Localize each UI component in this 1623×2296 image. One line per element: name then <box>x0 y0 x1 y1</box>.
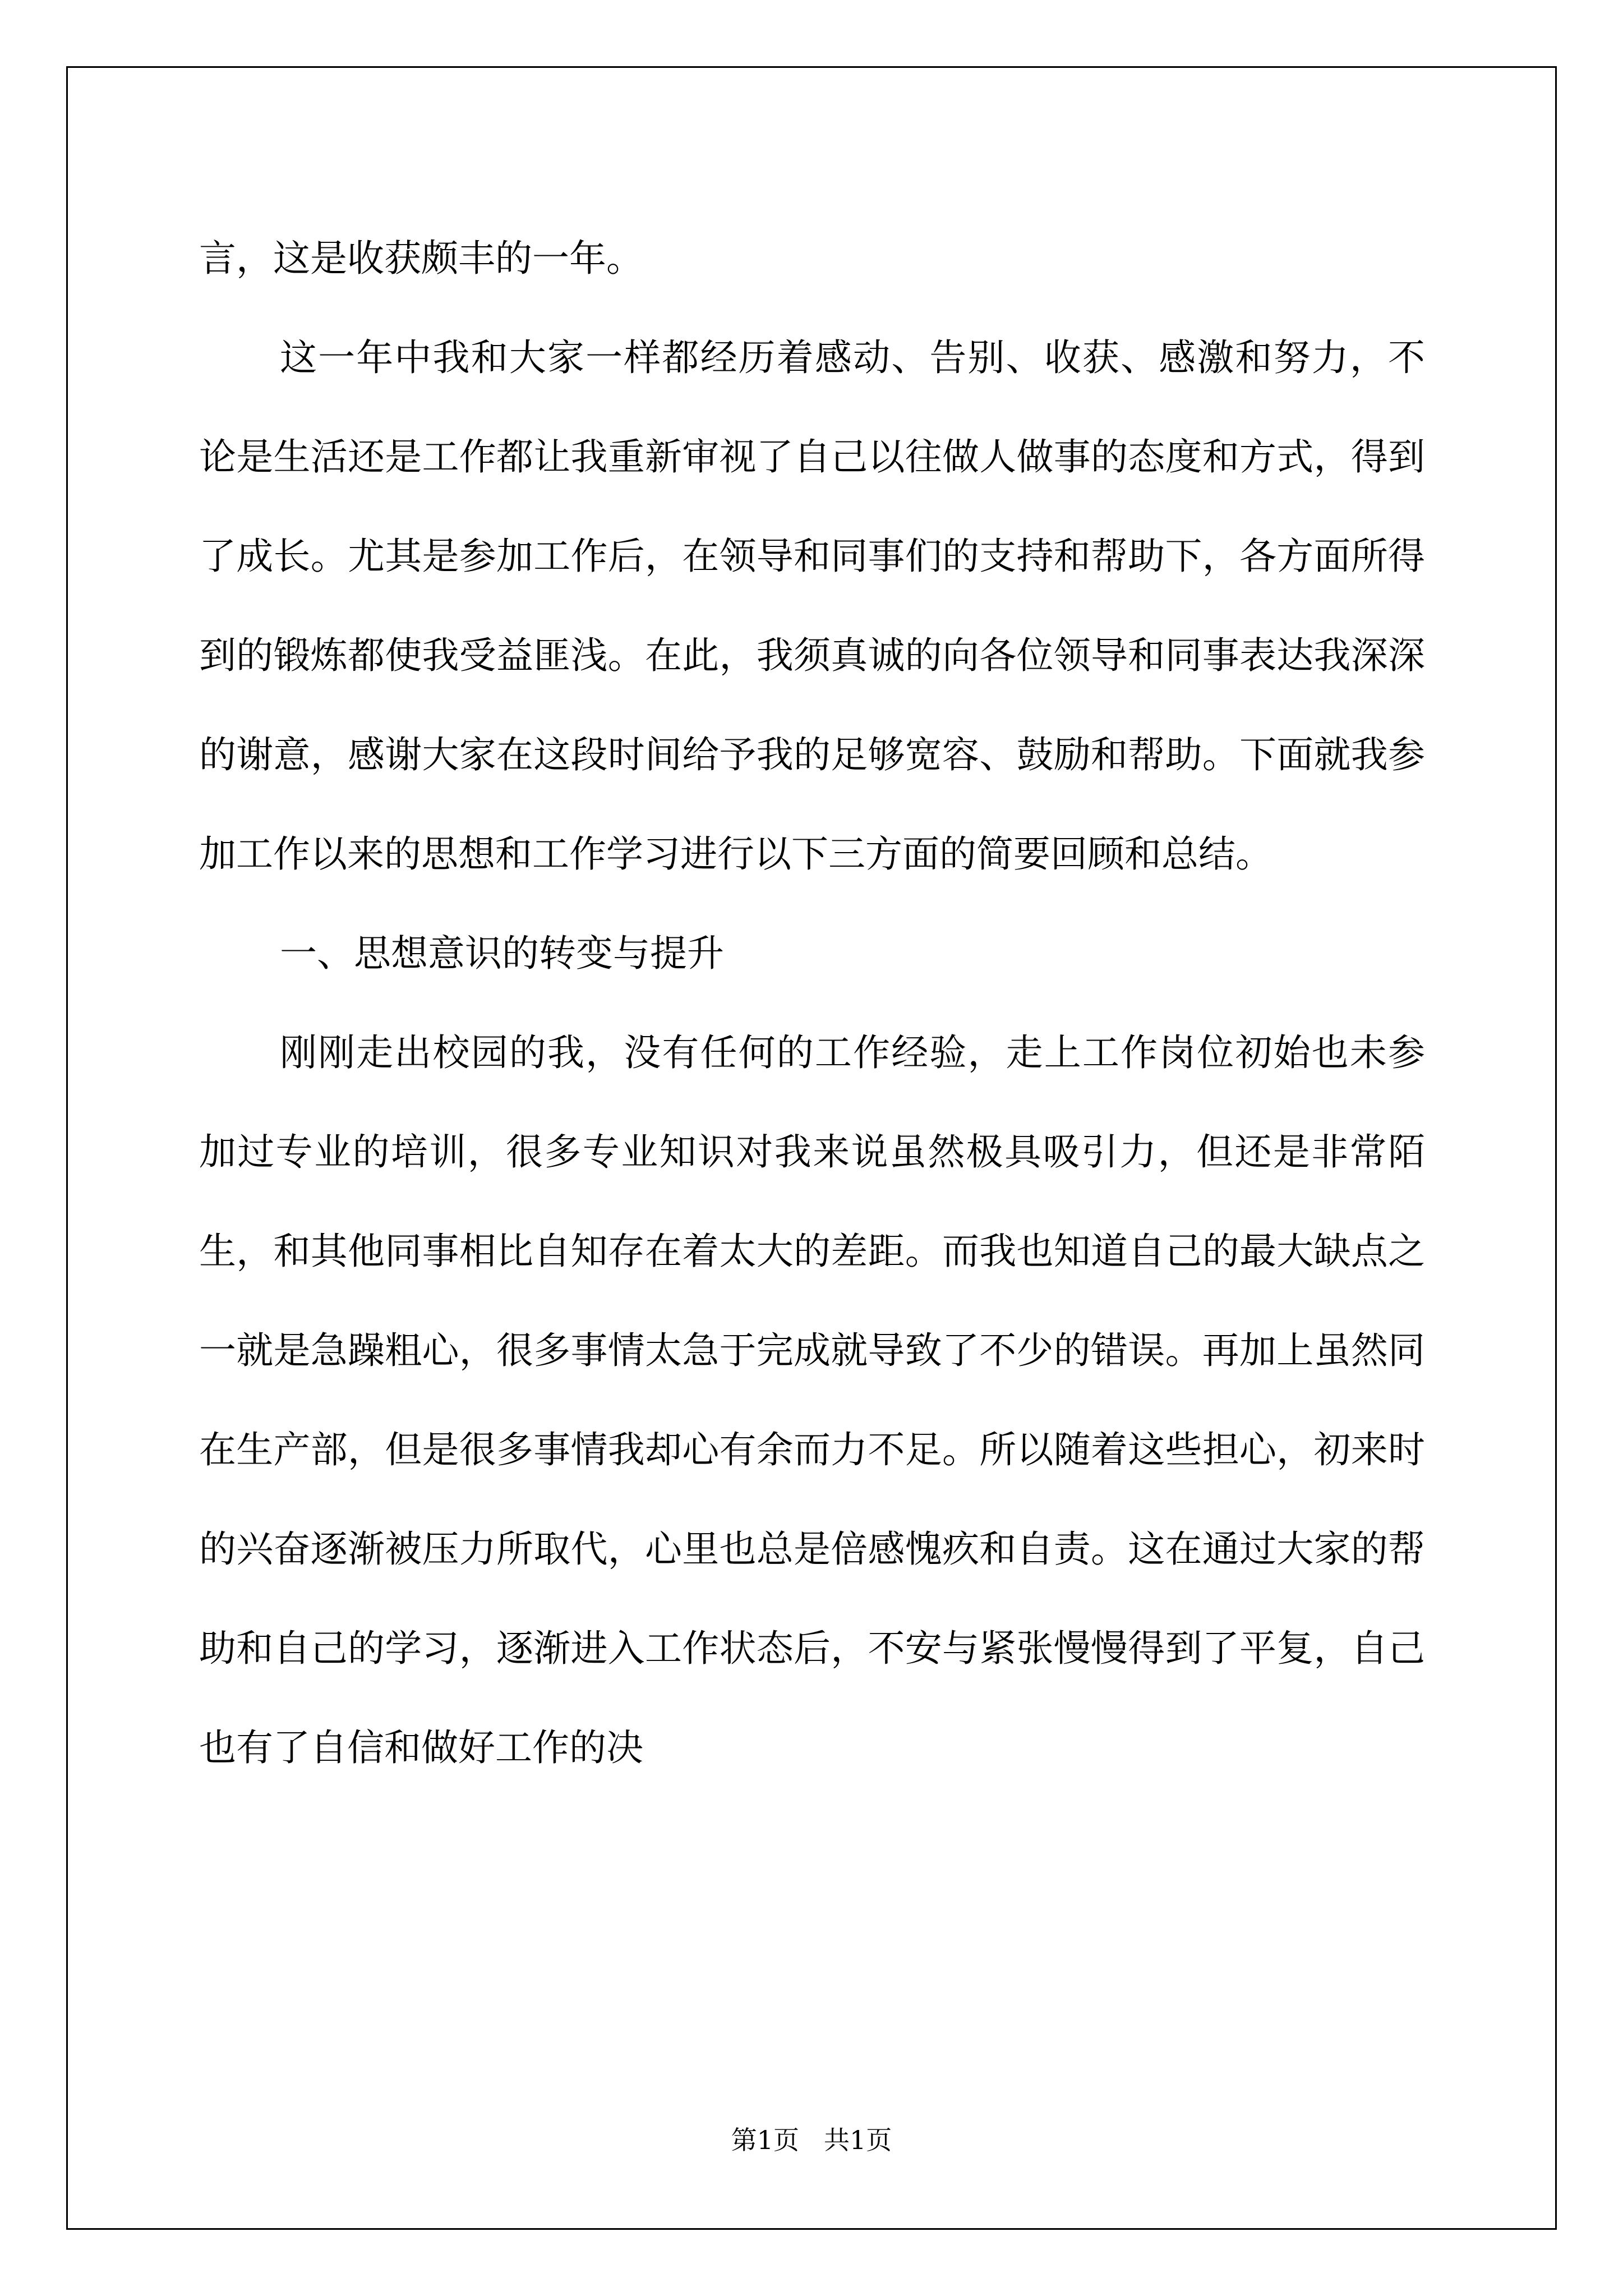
page-footer <box>0 2123 1623 2157</box>
paragraph-reflection: 这一年中我和大家一样都经历着感动、告别、收获、感激和努力，不论是生活还是工作都让我重新审视了自己以往做人做事的态度和方式，得到了成长。尤其是参加工作后，在领导和同事们的支持和帮助下，各方面所得到的锻炼都使我受益匪浅。在此，我须真诚的向各位领导和同事表达我深深的谢意，感谢大家在这段时间给予我的足够宽容、鼓励和帮助。下面就我参加工作以来的思想和工作学习进行以下三方面的简要回顾和总结。 <box>199 336 1425 876</box>
section-heading: 一、思想意识的转变与提升 <box>280 932 724 975</box>
paragraph-continuation: 言，这是收获颇丰的一年。 <box>199 237 643 280</box>
document-body <box>199 209 1425 1797</box>
page-total: 共1页 <box>824 2125 892 2155</box>
paragraph-thought-change: 刚刚走出校园的我，没有任何的工作经验，走上工作岗位初始也未参加过专业的培训，很多专业知识对我来说虽然极具吸引力，但还是非常陌生，和其他同事相比自知存在着太大的差距。而我也知道自己的最大缺点之一就是急躁粗心，很多事情太急于完成就导致了不少的错误。再加上虽然同在生产部，但是很多事情我却心有余而力不足。所以随着这些担心，初来时的兴奋逐渐被压力所取代，心里也总是倍感愧疚和自责。这在通过大家的帮助和自己的学习，逐渐进入工作状态后，不安与紧张慢慢得到了平复，自己也有了自信和做好工作的决 <box>199 1031 1425 1769</box>
page-number: 第1页 <box>731 2125 799 2155</box>
